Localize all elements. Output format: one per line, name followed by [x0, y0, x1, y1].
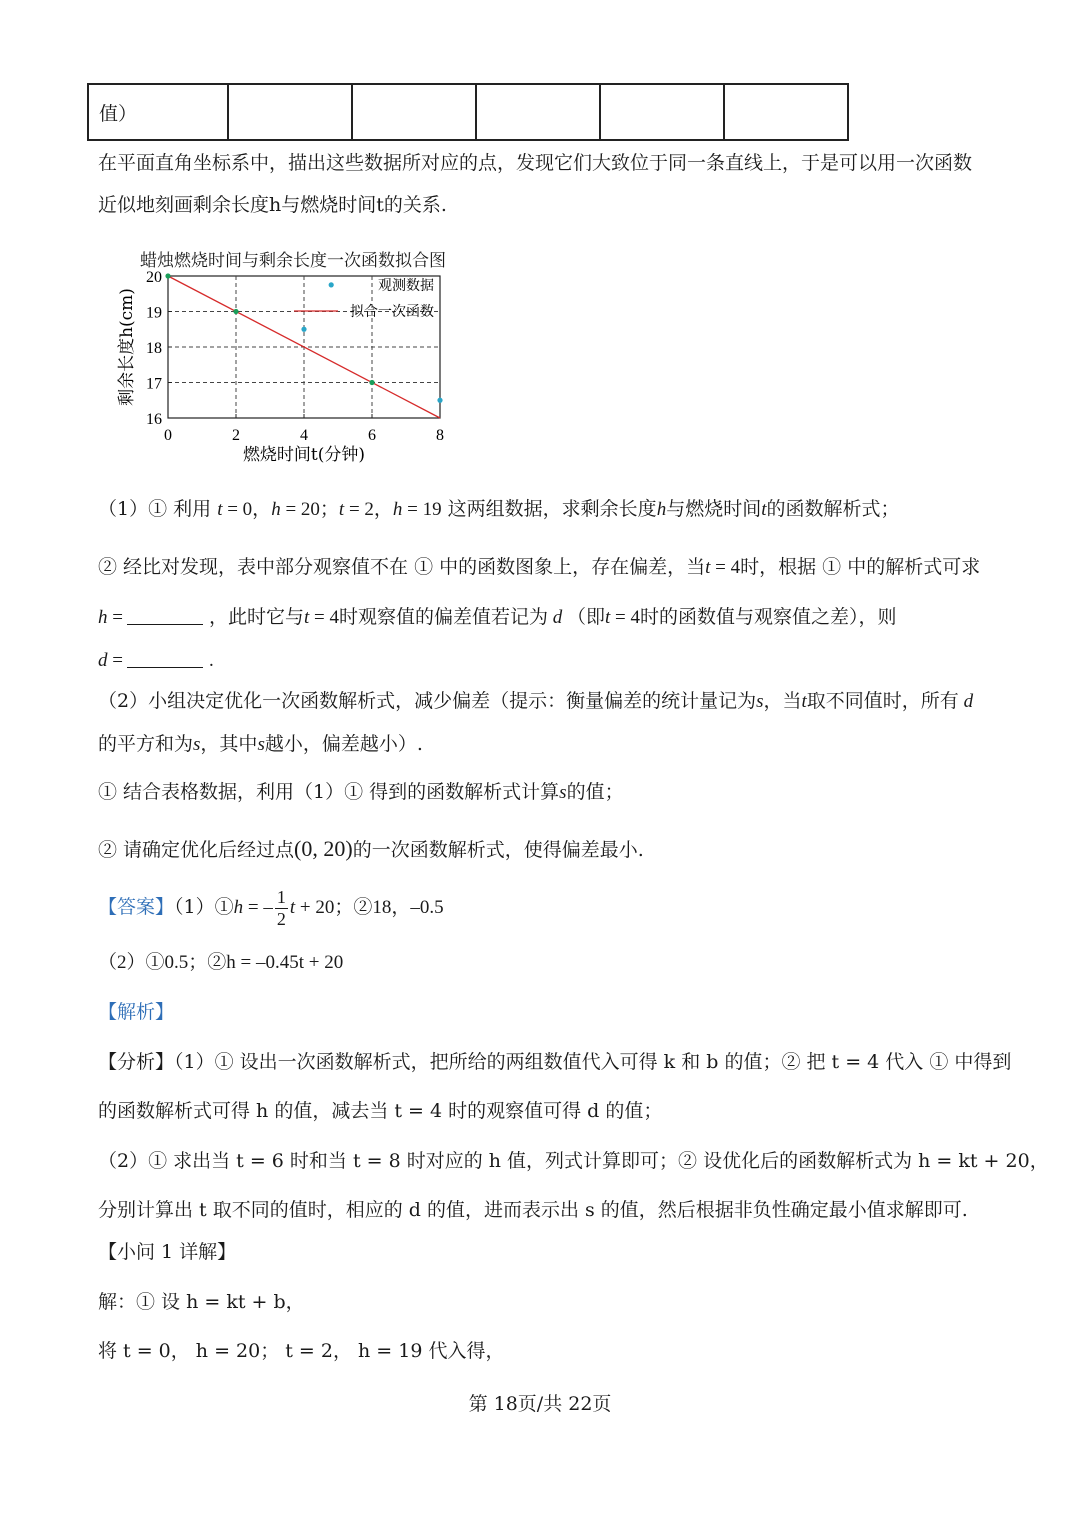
page-footer: 第 18页/共 22页 [468, 1393, 612, 1415]
data-point [369, 380, 374, 385]
q1-part2-b: 时，根据 ① 中的解析式可求 [740, 556, 981, 578]
y-tick-label: 16 [146, 411, 162, 428]
q1-text-b: 这两组数据，求剩余长度 [447, 498, 657, 520]
x-tick-label: 6 [368, 427, 376, 444]
q2-text: ② 请确定优化后经过点 [98, 839, 295, 861]
y-tick-label: 17 [146, 375, 162, 393]
x-tick-label: 4 [300, 427, 308, 444]
answer-line-2: （2）①0.5；②h = –0.45t + 20 [98, 952, 344, 973]
detail-tag: 【小问 1 详解】 [98, 1241, 237, 1263]
analysis-line-4: 分别计算出 t 取不同的值时，相应的 d 的值，进而表示出 s 的值，然后根据非负性确定最小值求解即可. [98, 1199, 968, 1221]
q1-part2-c: ，此时它与 [208, 606, 304, 628]
y-tick-label: 18 [146, 340, 162, 357]
legend-marker-observed [329, 282, 334, 287]
q2-text: ，当 [763, 690, 802, 712]
q1-line-1: （1）① 利用 t = 0，h = 20；t = 2，h = 19 这两组数据，求剩余长度h与燃烧时间t的函数解析式； [98, 498, 900, 520]
table-row [88, 84, 848, 140]
q1-text-d: 的函数解析式； [766, 498, 900, 520]
fraction-denominator: 2 [276, 908, 286, 929]
data-point [437, 398, 442, 403]
y-axis-title: 剩余长度h(cm) [117, 288, 137, 406]
q2-text: 取不同值时，所有 [806, 690, 959, 712]
answer-prefix: （1）① [174, 896, 234, 918]
intro-line-1: 在平面直角坐标系中，描出这些数据所对应的点，发现它们大致位于同一条直线上，于是可以用一次函数 [98, 152, 973, 174]
q1-line-4: d = . [98, 647, 214, 673]
analysis-tag: 【解析】 [98, 1001, 175, 1023]
table-cell [228, 84, 352, 140]
q1-part2-a: ② 经比对发现，表中部分观察值不在 ① 中的函数图象上，存在偏差，当 [98, 556, 706, 578]
answer-tag: 【答案】 [98, 896, 175, 918]
table-cell [476, 84, 600, 140]
x-axis-title: 燃烧时间t(分钟) [242, 445, 366, 465]
x-tick-label: 0 [164, 427, 172, 444]
q2-text: 的一次函数解析式，使得偏差最小. [352, 839, 644, 861]
table-cell [600, 84, 724, 140]
q1-part2-f: 时的函数值与观察值之差），则 [640, 606, 897, 628]
table-cell [724, 84, 848, 140]
q1-line-2: ② 经比对发现，表中部分观察值不在 ① 中的函数图象上，存在偏差，当t = 4时，根据 ① 中的解析式可求 [98, 556, 981, 578]
q2-line-2: 的平方和为s，其中s越小，偏差越小）. [98, 733, 423, 755]
answer-blank[interactable] [127, 647, 203, 668]
y-tick-label: 19 [146, 304, 162, 322]
q2-line-3: ① 结合表格数据，利用（1）① 得到的函数解析式计算s的值； [98, 781, 624, 803]
intro-line-2: 近似地刻画剩余长度h与燃烧时间t的关系. [98, 194, 447, 216]
x-tick-label: 8 [436, 427, 444, 444]
analysis-line-2: 的函数解析式可得 h 的值，减去当 t = 4 时的观察值可得 d 的值； [98, 1100, 663, 1122]
chart-title: 蜡烛燃烧时间与剩余长度一次函数拟合图 [140, 251, 446, 271]
x-tick-label: 2 [232, 427, 240, 444]
q1-line-3: h = ，此时它与t = 4时观察值的偏差值若记为 d （即t = 4时的函数值与观察值之差），则 [98, 606, 897, 628]
answer-rest: ；②18，–0.5 [334, 897, 444, 918]
q1-part2-e: （即 [567, 606, 606, 628]
data-table-fragment [87, 83, 849, 141]
table-cell [352, 84, 476, 140]
q2-text: （2）小组决定优化一次函数解析式，减少偏差（提示：衡量偏差的统计量记为 [98, 690, 757, 712]
fraction [275, 887, 288, 930]
q1-part2-d: 时观察值的偏差值若记为 [338, 606, 548, 628]
q2-line-1: （2）小组决定优化一次函数解析式，减少偏差（提示：衡量偏差的统计量记为s，当t取不同值时，所有 d [98, 690, 974, 712]
q1-text-c: 与燃烧时间 [666, 498, 762, 520]
data-point [233, 309, 238, 314]
answer-line-1: 【答案】（1）①h = – $\frac{1}{2}$ t + 20；②18，–0.5 [98, 886, 444, 929]
data-point [165, 273, 170, 278]
fraction-numerator: 1 [276, 886, 286, 907]
answer-blank[interactable] [127, 604, 203, 625]
q2-text: ① 结合表格数据，利用（1）① 得到的函数解析式计算 [98, 781, 560, 803]
solution-line-1: 解：① 设 h = kt + b， [98, 1291, 305, 1313]
y-tick-label: 20 [146, 269, 162, 286]
q2-text: 的平方和为 [98, 733, 194, 755]
table-cell-label: 值） [88, 84, 228, 140]
data-point [301, 327, 306, 332]
chart-svg [110, 240, 480, 470]
fit-chart [110, 240, 480, 470]
legend-label-fit: 拟合一次函数 [350, 304, 434, 320]
point-coordinate: (0, 20) [294, 836, 353, 861]
q2-text: 的值； [566, 781, 624, 803]
q2-text: 越小，偏差越小）. [264, 733, 423, 755]
q2-line-4 [98, 837, 644, 862]
q2-text: ，其中 [200, 733, 258, 755]
solution-line-2: 将 t = 0， h = 20； t = 2， h = 19 代入得， [98, 1340, 505, 1362]
analysis-line-1: 【分析】（1）① 设出一次函数解析式，把所给的两组数值代入可得 k 和 b 的值；② 把 t = 4 代入 ① 中得到 [98, 1051, 1012, 1073]
legend-label-observed: 观测数据 [378, 278, 434, 294]
analysis-line-3: （2）① 求出当 t = 6 时和当 t = 8 时对应的 h 值，列式计算即可；② 设优化后的函数解析式为 h = kt + 20， [98, 1150, 1049, 1172]
q1-text-a: ① 利用 [148, 498, 212, 520]
q1-label: （1） [98, 498, 149, 520]
